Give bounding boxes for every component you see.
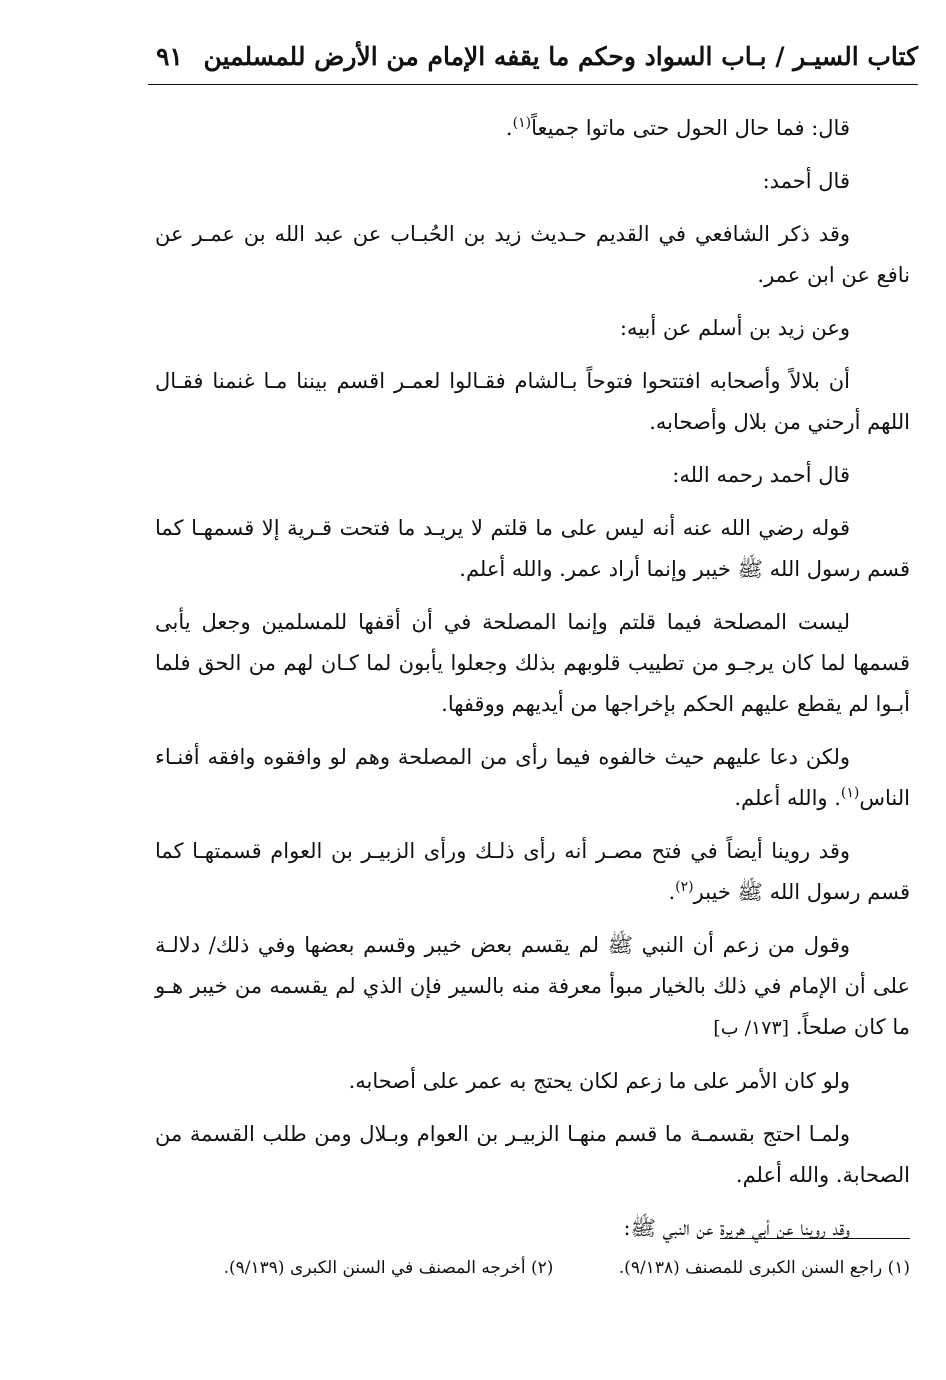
main-text xyxy=(155,108,910,1261)
paragraph-2: قال أحمد: xyxy=(762,169,850,193)
header-title: كتاب السيـر / بـاب السواد وحكم ما يقفه الإمام من الأرض للمسلمين xyxy=(203,42,918,71)
paragraph-8: ليست المصلحة فيما قلتم وإنما المصلحة في أن أقفها للمسلمين وجعل يأبى قسمها لما كان يرجـو من تطييب قلوبهم بذلك وجعلوا يأبون لما كـان لهم من الحق فلما أبـوا لم يقطع عليهم الحكم بإخراجها من أيديهم ووقفها. xyxy=(155,610,910,716)
paragraph-4: وعن زيد بن أسلم عن أبيه: xyxy=(619,316,850,340)
paragraph-3: وقد ذكر الشافعي في القديم حـديث زيد بن الحُبـاب عن عبد الله بن عمـر عن نافع عن ابن عمر. xyxy=(155,222,910,287)
footnote-1: (١) راجع السنن الكبرى للمصنف (٩/١٣٨). xyxy=(618,1258,910,1278)
footnote-ref-1: (١) xyxy=(512,115,532,131)
footnote-ref-2: (٢) xyxy=(675,879,694,895)
page-number: ٩١ xyxy=(156,42,183,71)
footnote-divider xyxy=(720,1238,910,1239)
paragraph-9: ولكن دعا عليهم حيث خالفوه فيما رأى من المصلحة وهم لو وافقوه وافقه أفنـاء الناس$^{(١)}$. والله أعلم. xyxy=(155,745,910,810)
paragraph-6: قال أحمد رحمه الله: xyxy=(672,463,850,487)
paragraph-11: وقول من زعم أن النبي ﷺ لم يقسم بعض خيبر وقسم بعضها وفي ذلك/ دلالـة على أن الإمام في ذلك بالخيار مبوأ معرفة منه بالسير فإن الذي لم يقسمه من خيبر هـو ما كان صلحاً. [١٧٣/ ب] xyxy=(155,933,910,1039)
paragraph-10: وقد روينا أيضاً في فتح مصـر أنه رأى ذلـك ورأى الزبيـر بن العوام قسمتهـا كما قسم رسول الله ﷺ خيبر$^{(٢)}$. xyxy=(155,839,910,904)
footnotes xyxy=(150,1258,910,1278)
footnote-ref-1b: (١) xyxy=(840,785,860,801)
paragraph-7: قوله رضي الله عنه أنه ليس على ما قلتم لا يريـد ما فتحت قـرية إلا قسمهـا كما قسم رسول الله ﷺ خيبر وإنما أراد عمر. والله أعلم. xyxy=(155,516,910,581)
paragraph-5: أن بلالاً وأصحابه افتتحوا فتوحاً بـالشام فقـالوا لعمـر اقسم بيننا مـا غنمنا فقـال اللهم أرحني من بلال وأصحابه. xyxy=(155,369,910,434)
manuscript-folio-ref: [١٧٣/ ب] xyxy=(713,1017,790,1039)
paragraph-14: وقد روينا عن أبي هريرة عن النبي ﷺ: xyxy=(623,1216,850,1240)
paragraph-12: ولو كان الأمر على ما زعم لكان يحتج به عمر على أصحابه. xyxy=(348,1069,850,1093)
running-header xyxy=(148,36,918,85)
paragraph-1: قال: فما حال الحول حتى ماتوا جميعاً$^{(١)}$. xyxy=(505,115,850,140)
footnote-2: (٢) أخرجه المصنف في السنن الكبرى (٩/١٣٩). xyxy=(223,1258,554,1278)
paragraph-13: ولمـا احتج بقسمـة ما قسم منهـا الزبيـر بن العوام وبـلال ومن طلب القسمة من الصحابة. والله أعلم. xyxy=(155,1122,910,1187)
